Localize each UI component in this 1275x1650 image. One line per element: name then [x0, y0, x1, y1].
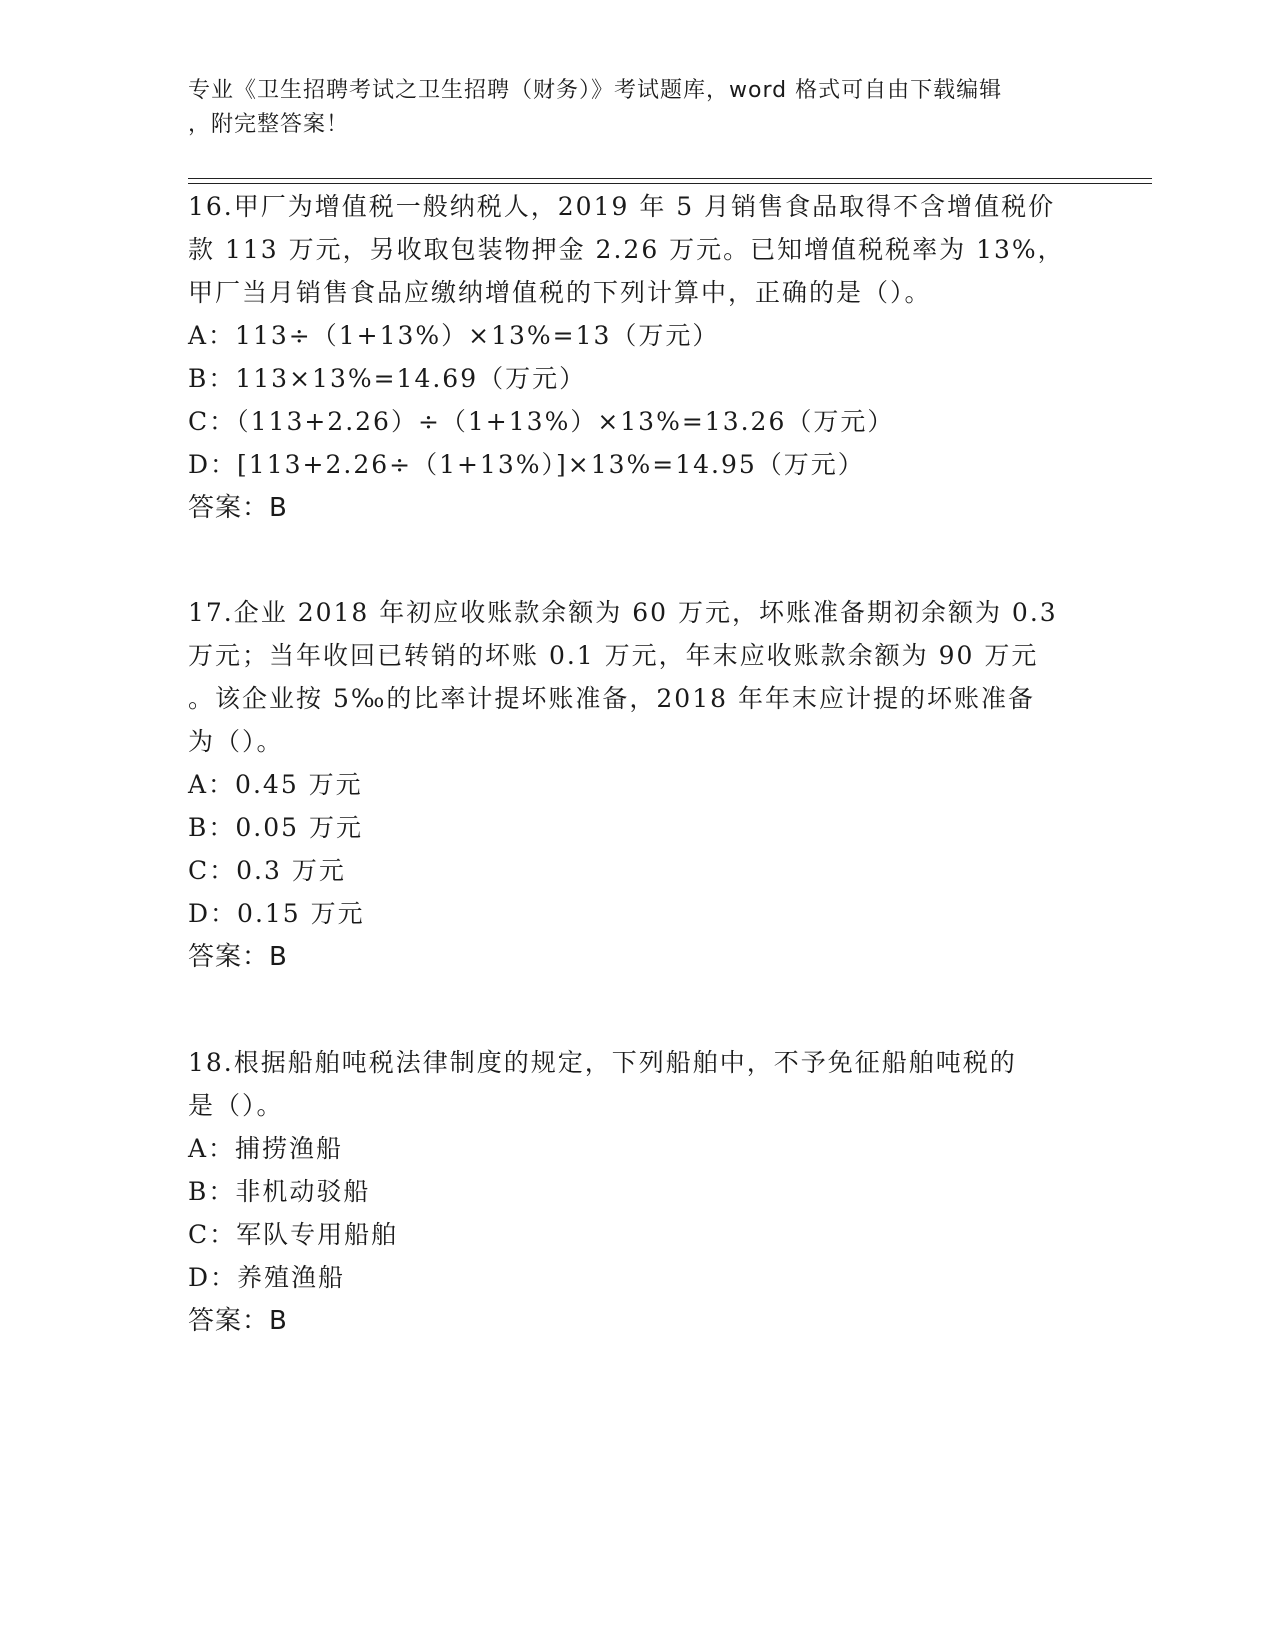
- question-text-line: 16.甲厂为增值税一般纳税人，2019 年 5 月销售食品取得不含增值税价: [188, 192, 1056, 221]
- option-d: D：0.15 万元: [188, 899, 365, 928]
- option-c: C：（113+2.26）÷（1+13%）×13%=13.26（万元）: [188, 407, 895, 436]
- option-a: A：0.45 万元: [188, 770, 363, 799]
- question-18: [188, 1048, 1088, 1336]
- option-b: B：113×13%=14.69（万元）: [188, 364, 587, 393]
- option-b: B：非机动驳船: [188, 1177, 371, 1206]
- option-d: D：[113+2.26÷（1+13%）]×13%=14.95（万元）: [188, 450, 865, 479]
- question-text-line: 为（）。: [188, 727, 284, 756]
- question-text-line: 17.企业 2018 年初应收账款余额为 60 万元，坏账准备期初余额为 0.3: [188, 598, 1058, 627]
- question-text-line: 甲厂当月销售食品应缴纳增值税的下列计算中，正确的是（）。: [188, 278, 932, 307]
- answer: 答案：B: [188, 1306, 288, 1336]
- question-text-line: 万元；当年收回已转销的坏账 0.1 万元，年末应收账款余额为 90 万元: [188, 641, 1039, 670]
- option-a: A：捕捞渔船: [188, 1134, 344, 1163]
- option-d: D：养殖渔船: [188, 1263, 346, 1292]
- question-text-line: 18.根据船舶吨税法律制度的规定，下列船舶中，不予免征船舶吨税的: [188, 1048, 1017, 1077]
- option-b: B：0.05 万元: [188, 813, 363, 842]
- header-divider: [188, 183, 1152, 184]
- question-text-line: 。该企业按 5‰的比率计提坏账准备，2018 年年末应计提的坏账准备: [188, 684, 1035, 713]
- question-text-line: 款 113 万元，另收取包装物押金 2.26 万元。已知增值税税率为 13%，: [188, 235, 1065, 264]
- option-c: C：0.3 万元: [188, 856, 346, 885]
- question-16: [188, 192, 1088, 523]
- answer: 答案：B: [188, 493, 288, 523]
- answer: 答案：B: [188, 942, 288, 972]
- question-text-line: 是（）。: [188, 1091, 284, 1120]
- header-line: 专业《卫生招聘考试之卫生招聘（财务）》考试题库，word 格式可自由下载编辑: [188, 78, 1003, 103]
- option-c: C：军队专用船舶: [188, 1220, 399, 1249]
- question-17: [188, 598, 1088, 972]
- option-a: A：113÷（1+13%）×13%=13（万元）: [188, 321, 720, 350]
- document-header: [188, 74, 1068, 142]
- header-divider: [188, 178, 1152, 179]
- header-line: ，附完整答案！: [188, 112, 350, 137]
